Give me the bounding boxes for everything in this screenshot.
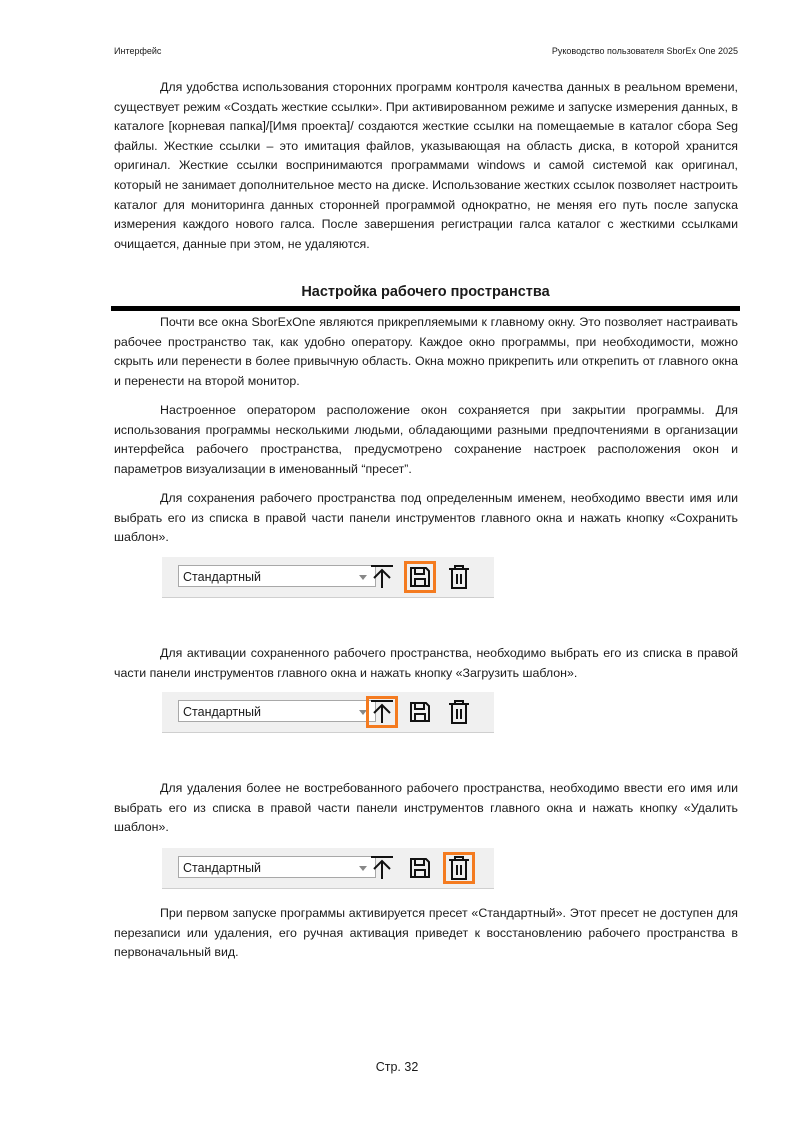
- paragraph-default-preset: При первом запуске программы активируется пресет «Стандартный». Этот пресет не доступен для перезаписи или удаления, его ручная активация приведет к восстановлению рабочего пространства в первоначальный вид.: [114, 906, 738, 960]
- paragraph-docking: Почти все окна SborExOne являются прикрепляемыми к главному окну. Это позволяет настраивать рабочее пространство так, как удобно оператору. Каждое окно программы, при необходимости, можно скрыть или перенести в более привычную область. Окна можно прикрепить или открепить от главного окна и перенести на второй монитор.: [114, 315, 738, 388]
- paragraph-save: Для сохранения рабочего пространства под определенным именем, необходимо ввести имя или выбрать его из списка в правой части панели инструментов главного окна и нажать кнопку «Сохранить шаблон».: [114, 491, 738, 545]
- toolbar-delete-example: [162, 848, 494, 889]
- toolbar-load-example: [162, 692, 494, 733]
- paragraph-hard-links: Для удобства использования сторонних программ контроля качества данных в реальном времени, существует режим «Создать жесткие ссылки». При активированном режиме и запуске измерения данных, в каталоге [корневая папка]/[Имя проекта]/ создаются жесткие ссылки на помещаемые в каталог сбора Seg файлы. Жесткие ссылки – это имитация файлов, указывающая на область диска, в которой хранится оригинал. Жесткие ссылки воспринимаются программами windows и самой системой как оригинал, который не занимает дополнительное место на диске. Использование жестких ссылок позволяет настроить каталог для мониторинга данных сторонней программой однократно, не меняя его путь после запуска измерения каждого нового галса. После завершения регистрации галса каталог с жесткими ссылками очищается, данные при этом, не удаляются.: [114, 80, 738, 251]
- trash-icon: [447, 699, 471, 725]
- paragraph-delete: Для удаления более не востребованного рабочего пространства, необходимо ввести его имя или выбрать его из списка в правой части панели инструментов главного окна и нажать кнопку «Удалить шаблон».: [114, 781, 738, 835]
- header-section: Интерфейс: [114, 46, 162, 56]
- toolbar-save-example: [162, 557, 494, 598]
- delete-template-button[interactable]: [443, 696, 475, 728]
- save-template-button[interactable]: [404, 852, 436, 884]
- trash-icon: [447, 855, 471, 881]
- floppy-disk-icon: [408, 700, 432, 724]
- preset-value: Стандартный: [183, 705, 261, 719]
- floppy-disk-icon: [408, 856, 432, 880]
- preset-combobox[interactable]: [178, 565, 376, 587]
- preset-value: Стандартный: [183, 861, 261, 875]
- delete-template-button[interactable]: [443, 852, 475, 884]
- save-template-button[interactable]: [404, 561, 436, 593]
- preset-combobox[interactable]: [178, 700, 376, 722]
- header-doc-title: Руководство пользователя SborEx One 2025: [551, 46, 738, 56]
- upload-icon: [369, 855, 395, 881]
- section-title: Настройка рабочего пространства: [301, 284, 550, 300]
- upload-icon: [369, 564, 395, 590]
- delete-template-button[interactable]: [443, 561, 475, 593]
- upload-icon: [369, 699, 395, 725]
- preset-combobox[interactable]: [178, 856, 376, 878]
- load-template-button[interactable]: [366, 561, 398, 593]
- section-divider: [111, 306, 740, 311]
- page-number: Стр. 32: [375, 1060, 419, 1074]
- floppy-disk-icon: [408, 565, 432, 589]
- paragraph-load: Для активации сохраненного рабочего пространства, необходимо выбрать его из списка в правой части панели инструментов главного окна и нажать кнопку «Загрузить шаблон».: [114, 646, 738, 680]
- load-template-button[interactable]: [366, 852, 398, 884]
- trash-icon: [447, 564, 471, 590]
- paragraph-presets: Настроенное оператором расположение окон сохраняется при закрытии программы. Для использования программы несколькими людьми, обладающими разными предпочтениями в организации интерфейса рабочего пространства, предусмотрено сохранение настроек расположения окон и параметров визуализации в именованный “пресет”.: [114, 403, 738, 476]
- load-template-button[interactable]: [366, 696, 398, 728]
- save-template-button[interactable]: [404, 696, 436, 728]
- preset-value: Стандартный: [183, 570, 261, 584]
